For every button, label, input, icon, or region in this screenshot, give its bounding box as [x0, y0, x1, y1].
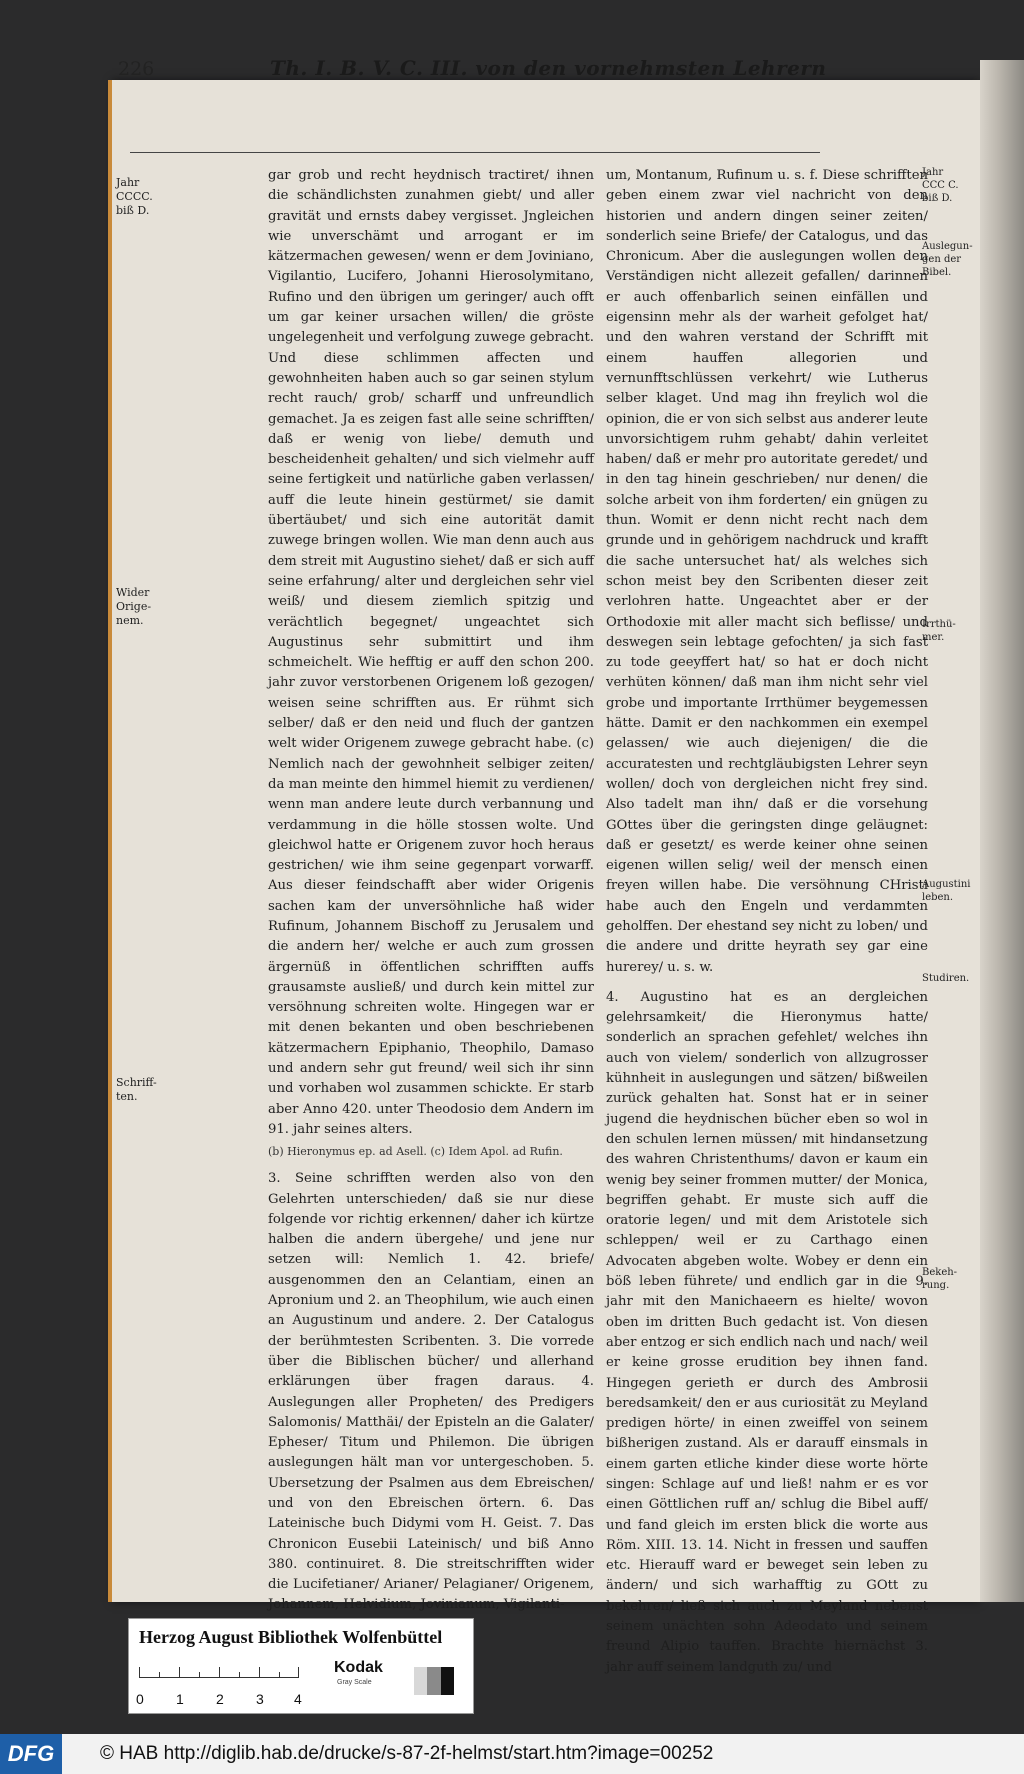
footer-bar [0, 1734, 1024, 1774]
library-color-card [128, 1618, 474, 1714]
ruler-number: 0 [136, 1691, 144, 1707]
page-number: 226 [118, 58, 155, 80]
margin-note: Studiren. [922, 973, 970, 984]
ruler-number: 3 [256, 1691, 264, 1707]
margin-note: Wider Orige-nem. [116, 586, 152, 627]
margin-note: Augustini leben. [922, 879, 971, 903]
next-page-edge [980, 60, 1024, 1602]
paragraph: gar grob und recht heydnisch tractiret/ ihnen die schändlichsten zunahmen giebt/ und aller gravität und ernsts dabey vergisset. Jngleichen wie unverschämt und arrogant er im kätzermachen gewesen/ wenn er dem Joviniano, Vigilantio, Lucifero, Johanni Hierosolymitano, Rufino und den übrigen um geringer/ auch offt um gar keiner ursachen willen/ die gröste ungelegenheit und verfolgung zuwege gebracht. Und diese schlimmen affecten und gewohnheiten haben auch so gar seinen stylum recht rauch/ grob/ scharff und unfreundlich gemachet. Ja es zeigen fast alle seine schrifften/ daß er wenig von liebe/ demuth und bescheidenheit gehalten/ und sich vielmehr auff seine fertigkeit und natürliche gaben verlassen/ auff die leute hinein gestürmet/ sie damit übertäubet/ und sich eine autorität damit zuwege bringen wollen. Wie man denn auch aus dem streit mit Augustino siehet/ daß er sich auff seine erfahrung/ alter und dergleichen sehr viel weiß/ und diesem ziemlich spitzig und verächtlich begegnet/ ungeachtet sich Augustinus sehr submittirt und ihm schmeichelt. Wie hefftig er auff den schon 200. jahr zuvor verstorbenen Origenem loß gezogen/ weisen seine schrifften aus. Er rühmt sich selber/ daß er den neid und fluch der gantzen welt wider Origenem zuwege gebracht habe. (c) Nemlich nach der gewohnheit selbiger zeiten/ da man meinte den himmel hiemit zu verdienen/ wenn man andere leute durch verbannung und verdammung in die hölle stossen wolte. Und gleichwol hatte er Origenem zuvor hoch heraus gestrichen/ wie ihm seine gegenpart vorwarff. Aus dieser feindschafft aber wider Origenis sachen kam der unversöhnliche haß wider Rufinum, Johannem Bischoff zu Jerusalem und die andern her/ welche er auch zum grossen ärgernüß in öffentlichen schrifften auffs grausamste ausließ/ und durch kein mittel zur versöhnung schreiten wolte. Hingegen war er mit denen bekanten und oben beschriebenen kätzermachern Epiphanio, Theophilo, Damaso und andern sehr gut freund/ weil sich ihr sinn und vorhaben wol zusammen schickte. Er starb aber Anno 420. unter Theodosio dem Andern im 91. jahr seines alters. [268, 168, 594, 1137]
ruler-number: 1 [176, 1691, 184, 1707]
margin-note: Bekeh-rung. [922, 1267, 958, 1291]
header-rule [130, 152, 820, 153]
margin-note: Irrthü-mer. [922, 619, 956, 643]
margin-note: Schriff-ten. [116, 1076, 157, 1103]
paragraph: 3. Seine schrifften werden also von den Gelehrten unterschieden/ daß sie nur diese folgende vor richtig erkennen/ daher ich kürtze halben die andern übergehe/ und jene nur setzen will: Nemlich 1. 42. briefe/ ausgenommen den an Celantiam, einen an Apronium und 2. an Theophilum, wie auch einen an Augustinum und andere. 2. Der Catalogus der berühmtesten Scribenten. 3. Die vorrede über die Biblischen bücher/ und allerhand erklärungen über fragen daraus. 4. Auslegungen aller Propheten/ des Predigers Salomonis/ Matthäi/ der Episteln an die Galater/ Epheser/ Titum und Philemon. Die übrigen auslegungen hält man vor untergeschoben. 5. Ubersetzung der Psalmen aus dem Ebreischen/ und von den Ebreischen örtern. 6. Das Lateinische buch Didymi vom H. Geist. 7. Das Chronicon Eusebii Lateinisch/ und biß Anno 380. continuiret. 8. Die streitschrifften wider die Lucifetianer/ Arianer/ Pelagianer/ Origenem, Johannem, Helvidium, Jovinianum, Vigilanti- [268, 1171, 594, 1613]
paragraph: 4. Augustino hat es an dergleichen gelehrsamkeit/ die Hieronymus hatte/ sonderlich an sprachen gefehlet/ welches ihn auch von vielem/ sonderlich von allzugrosser kühnheit in auslegungen und sätzen/ bißweilen zurück gehalten hat. Sonst hat er in seiner jugend die heydnischen bücher eben so wol in den schulen lernen müssen/ mit hindansetzung des wahren Christenthums/ davon er kaum ein wenig bey seiner frommen mutter/ der Monica, begriffen gehabt. Er muste sich auff die oratorie legen/ und mit dem Aristotele sich schleppen/ weil er zu Carthago einen Advocaten abgeben wolte. Wobey er denn ein böß leben führete/ und endlich gar in die 9. jahr mit den Manichaeern es hielte/ wovon oben im dritten Buch gedacht ist. Von diesen aber entzog er sich endlich nach und nach/ weil er keine grosse erudition bey ihnen fand. Hingegen gerieth er durch des Ambrosii beredsamkeit/ den er aus curiosität zu Meyland predigen hörte/ in einen zweiffel von seinem bißherigen zustand. Als er darauff einsmals in einem garten etliche kinder diese worte hörte singen: Schlage auf und ließ! nahm er es vor einen Göttlichen ruff an/ schlug die Bibel auff/ und fand gleich im ersten blick die worte aus Röm. XIII. 13. 14. Nicht in fressen und sauffen etc. Hierauff ward er beweget sein leben zu ändern/ und sich warhafftig zu GOtt zu bekehren/ ließ sich auch zu Meyland nebenst seinem unächten sohn Adeodato und seinem freund Alipio tauffen. Brachte hiernächst 3. jahr auff seinem landguth zu/ und [606, 989, 928, 1675]
running-head: Th. I. B. V. C. III. von den vornehmsten Lehrern [270, 56, 827, 80]
ruler-number: 4 [294, 1691, 302, 1707]
text-column-right [606, 166, 928, 1678]
library-name: Herzog August Bibliothek Wolfenbüttel [139, 1627, 443, 1647]
paragraph: um, Montanum, Rufinum u. s. f. Diese schrifften geben einem zwar viel nachricht von den historien und andern dingen seiner zeiten/ sonderlich seine Briefe/ der Catalogus, und das Chronicum. Aber die auslegungen wollen den Verständigen nicht allezeit gefallen/ darinnen er auch offenbarlich seinen einfällen und eigensinn mehr als der warheit gefolget hat/ und den wahren verstand der Schrifft mit einem hauffen allegorien und vernunfftschlüssen verkehrt/ wie Lutherus selber klaget. Und mag ihn freylich wol die opinion, die er von sich selbst aus anderer leute unvorsichtigem ruhm gehabt/ dahin verleitet haben/ daß er mehr pro autoritate geredet/ und in den tag hinein geschrieben/ nur denen/ die solche arbeit von ihm forderten/ ein gnügen zu thun. Womit er denn nicht recht nach dem grunde und in gehörigem nachdruck und krafft die sache untersuchet hat/ als welches sich schon meist bey den Scribenten dieser zeit verlohren hatte. Ungeachtet aber er der Orthodoxie mit aller macht sich beflisse/ und deswegen sein lebtage gefochten/ ja sich fast zu tode geeyffert hat/ so hat er doch nicht verhüten können/ daß man ihm nicht sehr viel grobe und importante Irrthümer beygemessen hätte. Damit er den nachkommen ein exempel gelassen/ wie auch diejenigen/ die die accuratesten und rechtgläubigsten Lehrer seyn wollen/ doch von dergleichen nicht frey sind. Also tadelt man ihn/ daß er die vorsehung GOttes über die geringsten dinge geläugnet: daß er gesetzt/ es werde keiner ohne seinen eigenen willen selig/ weil der mensch einen freyen willen habe. Die versöhnung CHristi habe auch den Engeln und verdammten geholffen. Der ehestand sey nicht zu loben/ und die andere und dritte heyrath sey gar eine hurerey/ u. s. w. [606, 168, 928, 975]
footnote: (b) Hieronymus ep. ad Asell. (c) Idem Apol. ad Rufin. [268, 1145, 563, 1159]
copyright-url[interactable]: © HAB http://diglib.hab.de/drucke/s-87-2f-helmst/start.htm?image=00252 [100, 1743, 714, 1764]
gray-scale-label: Gray Scale [337, 1679, 372, 1686]
text-column-left [268, 166, 594, 1616]
margin-note: Jahr CCCC. biß D. [116, 176, 153, 217]
margin-note: Auslegun-gen der Bibel. [922, 241, 973, 278]
margin-note: Jahr CCC C. biß D. [922, 167, 959, 204]
ruler-scale [139, 1663, 299, 1678]
ruler-number: 2 [216, 1691, 224, 1707]
kodak-logo: Kodak [334, 1659, 383, 1676]
gray-swatch [414, 1667, 454, 1695]
dfg-logo: DFG [0, 1734, 62, 1774]
